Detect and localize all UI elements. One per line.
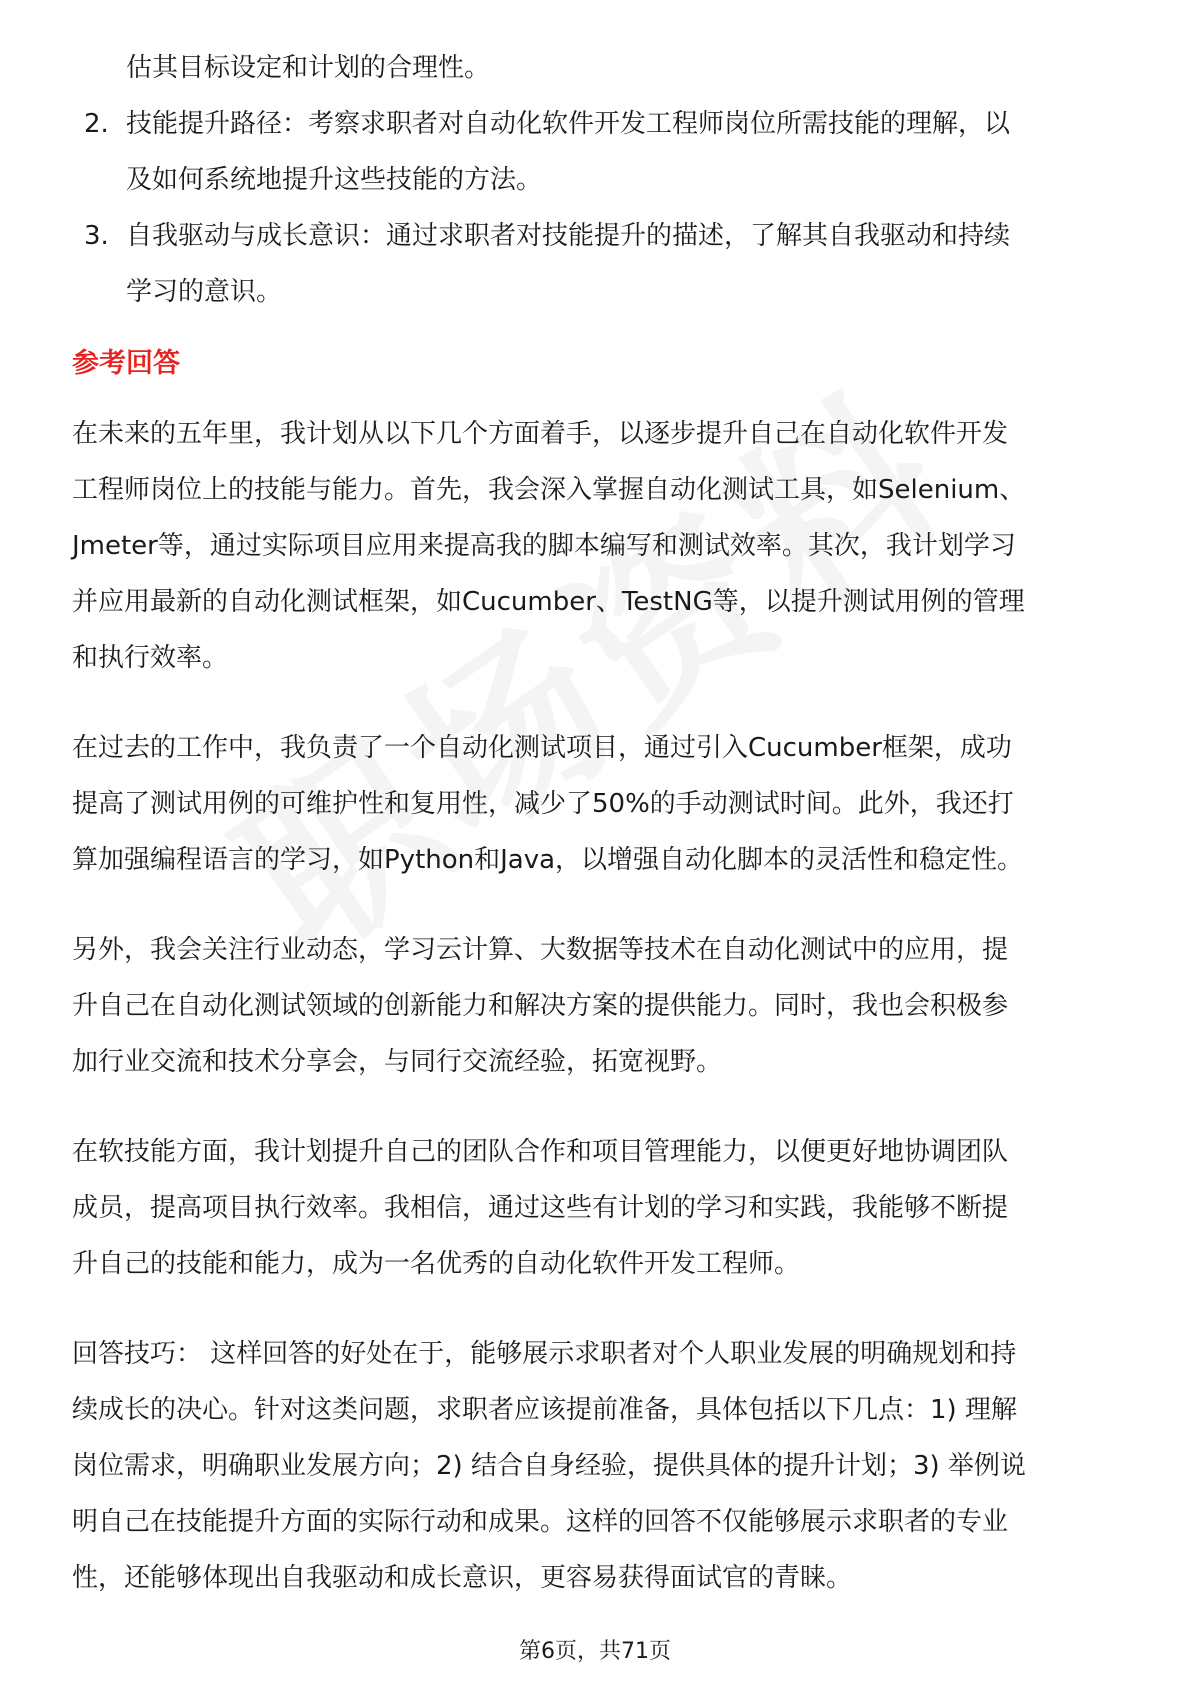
paragraph-line: 性，还能够体现出自我驱动和成长意识，更容易获得面试官的青睐。 bbox=[72, 1563, 853, 1593]
list-number: 2. bbox=[84, 109, 109, 139]
list-item-text: 技能提升路径：考察求职者对自动化软件开发工程师岗位所需技能的理解，以 bbox=[126, 109, 1011, 139]
paragraph bbox=[72, 720, 1122, 888]
paragraph-line: 升自己的技能和能力，成为一名优秀的自动化软件开发工程师。 bbox=[72, 1249, 801, 1279]
paragraph-line: Jmeter等，通过实际项目应用来提高我的脚本编写和测试效率。其次，我计划学习 bbox=[72, 531, 1016, 561]
paragraph-line: 在未来的五年里，我计划从以下几个方面着手，以逐步提升自己在自动化软件开发 bbox=[72, 419, 1009, 449]
list-item-3 bbox=[72, 208, 1122, 320]
paragraph-line: 成员，提高项目执行效率。我相信，通过这些有计划的学习和实践，我能够不断提 bbox=[72, 1193, 1009, 1223]
paragraph-line: 工程师岗位上的技能与能力。首先，我会深入掌握自动化测试工具，如Selenium、 bbox=[72, 475, 1026, 505]
paragraph bbox=[72, 922, 1122, 1090]
paragraph-line: 岗位需求，明确职业发展方向；2) 结合自身经验，提供具体的提升计划；3) 举例说 bbox=[72, 1451, 1026, 1481]
paragraph-line: 并应用最新的自动化测试框架，如Cucumber、TestNG等，以提升测试用例的管理 bbox=[72, 587, 1025, 617]
list-item-1-continuation: 估其目标设定和计划的合理性。 bbox=[126, 53, 491, 83]
section-heading: 参考回答 bbox=[72, 348, 180, 379]
paragraph-line: 在软技能方面，我计划提升自己的团队合作和项目管理能力，以便更好地协调团队 bbox=[72, 1137, 1009, 1167]
paragraph bbox=[72, 406, 1122, 686]
paragraph-line: 明自己在技能提升方面的实际行动和成果。这样的回答不仅能够展示求职者的专业 bbox=[72, 1507, 1009, 1537]
page-number-footer: 第6页，共71页 bbox=[519, 1639, 671, 1664]
paragraph-line: 续成长的决心。针对这类问题，求职者应该提前准备，具体包括以下几点：1) 理解 bbox=[72, 1395, 1017, 1425]
paragraph-line: 加行业交流和技术分享会，与同行交流经验，拓宽视野。 bbox=[72, 1047, 723, 1077]
list-item-text: 及如何系统地提升这些技能的方法。 bbox=[126, 165, 543, 195]
paragraph-line: 回答技巧： 这样回答的好处在于，能够展示求职者对个人职业发展的明确规划和持 bbox=[72, 1339, 1017, 1369]
paragraph bbox=[72, 1124, 1122, 1292]
paragraph-line: 算加强编程语言的学习，如Python和Java，以增强自动化脚本的灵活性和稳定性。 bbox=[72, 845, 1024, 875]
paragraph-line: 另外，我会关注行业动态，学习云计算、大数据等技术在自动化测试中的应用，提 bbox=[72, 935, 1009, 965]
paragraph-line: 在过去的工作中，我负责了一个自动化测试项目，通过引入Cucumber框架，成功 bbox=[72, 733, 1012, 763]
list-item-2 bbox=[72, 96, 1122, 208]
paragraph-line: 提高了测试用例的可维护性和复用性，减少了50%的手动测试时间。此外，我还打 bbox=[72, 789, 1014, 819]
page-content bbox=[72, 40, 1122, 1640]
paragraph-line: 和执行效率。 bbox=[72, 643, 229, 673]
paragraph-line: 升自己在自动化测试领域的创新能力和解决方案的提供能力。同时，我也会积极参 bbox=[72, 991, 1009, 1021]
list-item-text: 自我驱动与成长意识：通过求职者对技能提升的描述，了解其自我驱动和持续 bbox=[126, 221, 1011, 251]
list-item-text: 学习的意识。 bbox=[126, 277, 283, 307]
list-number: 3. bbox=[84, 221, 109, 251]
answer-tips-paragraph bbox=[72, 1326, 1122, 1606]
